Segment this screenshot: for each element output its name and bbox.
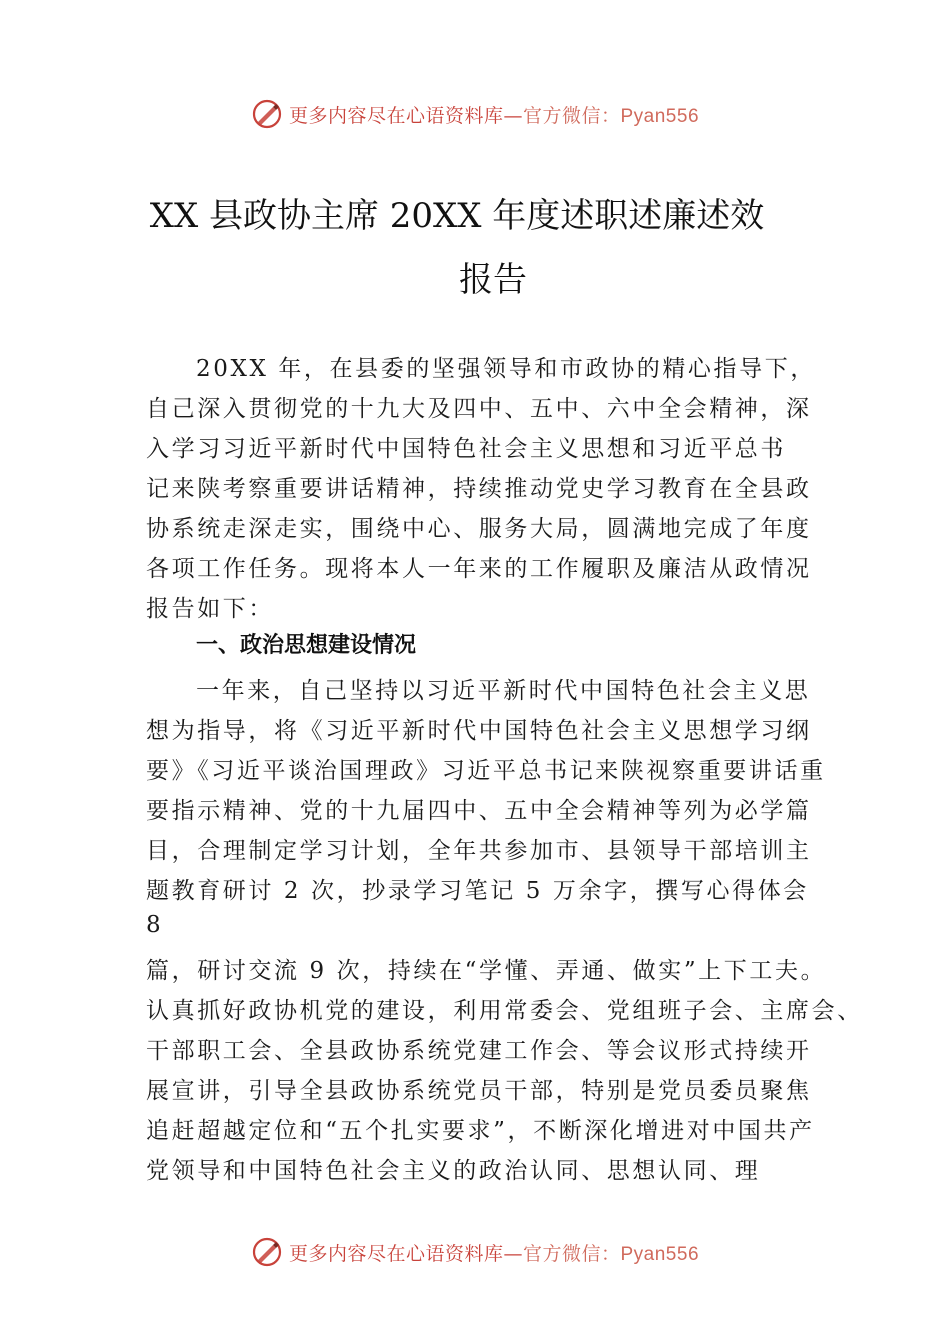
paragraph2-line: 一年来，自己坚持以习近平新时代中国特色社会主义思 <box>196 678 811 704</box>
pen-logo-icon <box>251 1236 283 1268</box>
document-title-line1: XX 县政协主席 20XX 年度述职述廉述效 <box>149 196 765 236</box>
banner-text <box>289 101 699 128</box>
document-title-line2: 报告 <box>459 260 527 300</box>
paragraph1-line: 记来陕考察重要讲话精神，持续推动党史学习教育在全县政 <box>146 476 812 502</box>
paragraph2-line: 干部职工会、全县政协系统党建工作会、等会议形式持续开 <box>146 1038 812 1064</box>
paragraph2-line: 展宣讲，引导全县政协系统党员干部，特别是党员委员聚焦 <box>146 1078 812 1104</box>
header-watermark-banner <box>0 94 950 134</box>
banner-library-text: 更多内容尽在心语资料库 <box>288 104 504 127</box>
paragraph1-line: 报告如下： <box>146 596 274 622</box>
paragraph1-line: 20XX 年，在县委的坚强领导和市政协的精心指导下， <box>196 356 816 382</box>
banner-wechat-id: Pyan556 <box>620 105 700 127</box>
paragraph2-line: 想为指导，将《习近平新时代中国特色社会主义思想学习纲 <box>146 718 812 744</box>
paragraph1-line: 入学习习近平新时代中国特色社会主义思想和习近平总书 <box>146 436 786 462</box>
paragraph2-line: 篇，研讨交流 9 次，持续在“学懂、弄通、做实”上下工夫。 <box>146 958 827 984</box>
paragraph2-line: 认真抓好政协机党的建设，利用常委会、党组班子会、主席会、 <box>146 998 863 1024</box>
paragraph2-line: 要指示精神、党的十九届四中、五中全会精神等列为必学篇 <box>146 798 812 824</box>
banner-library-text: 更多内容尽在心语资料库 <box>288 1242 504 1265</box>
paragraph2-line: 党领导和中国特色社会主义的政治认同、思想认同、理 <box>146 1158 761 1184</box>
paragraph2-line: 目，合理制定学习计划，全年共参加市、县领导干部培训主 <box>146 838 812 864</box>
paragraph2-line: 追赶超越定位和“五个扎实要求”，不断深化增进对中国共产 <box>146 1118 815 1144</box>
paragraph1-line: 各项工作任务。现将本人一年来的工作履职及廉洁从政情况 <box>146 556 812 582</box>
banner-dash: — <box>503 1242 523 1265</box>
section-heading: 一、政治思想建设情况 <box>196 633 417 658</box>
paragraph2-line: 题教育研讨 2 次，抄录学习笔记 5 万余字，撰写心得体会 <box>146 878 809 904</box>
banner-text <box>289 1239 699 1266</box>
paragraph1-line: 协系统走深走实，围绕中心、服务大局，圆满地完成了年度 <box>146 516 812 542</box>
banner-wechat-label: 官方微信： <box>522 1242 621 1265</box>
paragraph2-line: 要》《习近平谈治国理政》习近平总书记来陕视察重要讲话重 <box>146 758 826 784</box>
footer-watermark-banner <box>0 1232 950 1272</box>
banner-dash: — <box>503 104 523 127</box>
pen-logo-icon <box>251 98 283 130</box>
banner-wechat-label: 官方微信： <box>522 104 621 127</box>
paragraph1-line: 自己深入贯彻党的十九大及四中、五中、六中全会精神，深 <box>146 396 812 422</box>
banner-wechat-id: Pyan556 <box>620 1243 700 1265</box>
paragraph2-line: 8 <box>146 912 164 938</box>
